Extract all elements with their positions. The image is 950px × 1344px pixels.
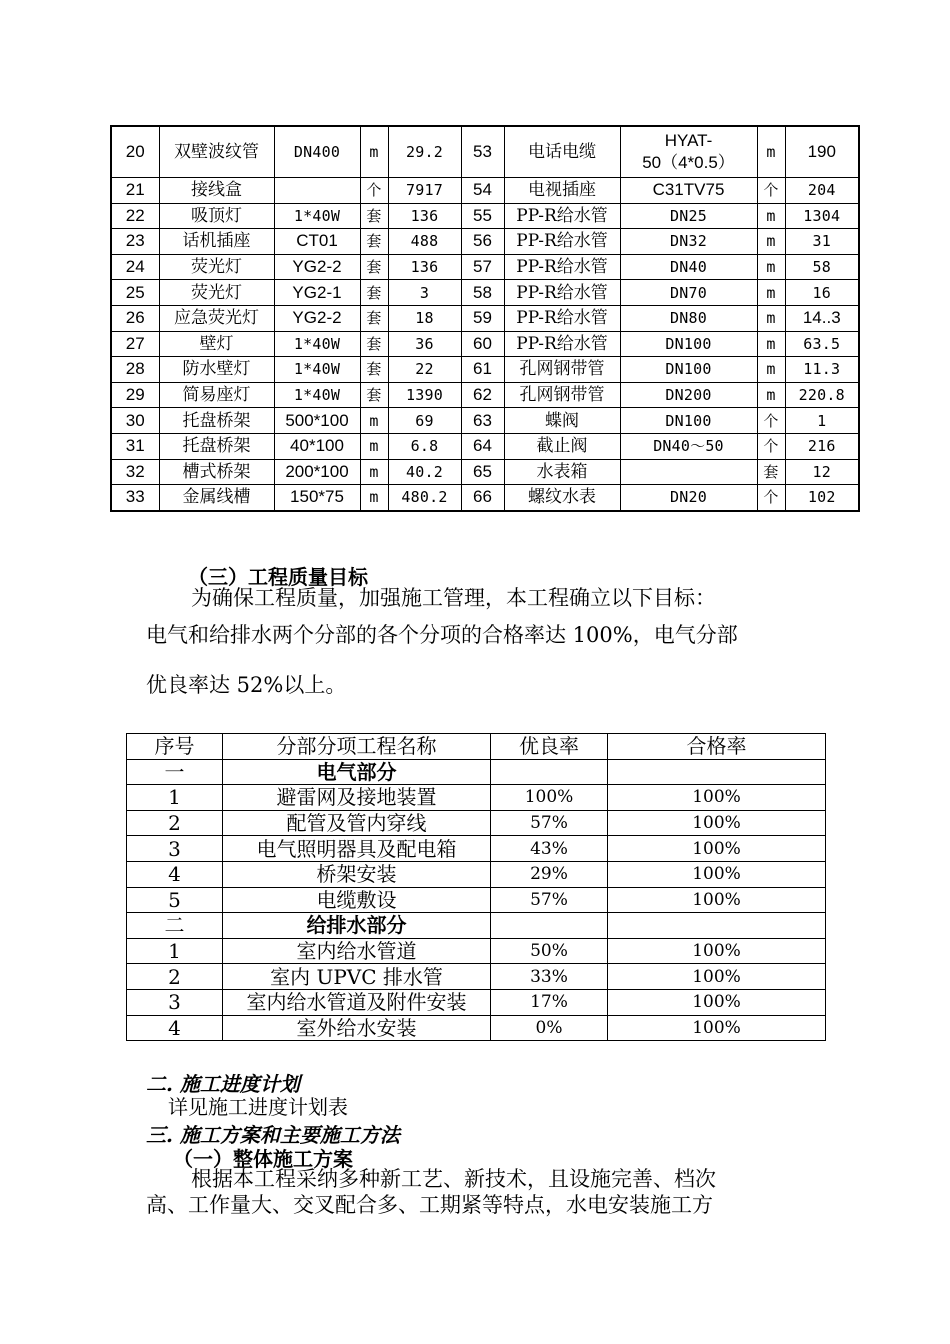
item-quantity: 14..3 (785, 305, 859, 331)
item-quantity: 6.8 (388, 433, 461, 459)
row-name: 避雷网及接地装置 (223, 785, 491, 811)
table-row (111, 459, 859, 485)
item-quantity: 488 (388, 229, 461, 255)
empty-cell (491, 913, 608, 939)
item-name: 荧光灯 (159, 280, 274, 306)
row-seq: 2 (127, 810, 223, 836)
item-quantity: 63.5 (785, 331, 859, 357)
item-spec: DN32 (620, 229, 757, 255)
item-name: 托盘桥架 (159, 433, 274, 459)
item-unit: 套 (360, 357, 388, 383)
quality-target-table (126, 733, 826, 1041)
item-quantity: 220.8 (785, 382, 859, 408)
quality-goal-heading: （三）工程质量目标 (188, 565, 368, 589)
table-row (111, 382, 859, 408)
item-unit: 套 (360, 280, 388, 306)
item-name: PP-R给水管 (504, 254, 620, 280)
row-pass-rate: 100% (608, 887, 826, 913)
row-name: 电气照明器具及配电箱 (223, 836, 491, 862)
item-unit: 套 (360, 203, 388, 229)
item-name: 防水壁灯 (159, 357, 274, 383)
item-name: 话机插座 (159, 229, 274, 255)
row-number: 20 (111, 126, 159, 178)
empty-cell (491, 759, 608, 785)
row-number: 64 (461, 433, 504, 459)
item-name: 双壁波纹管 (159, 126, 274, 178)
row-seq: 4 (127, 1015, 223, 1041)
item-name: 金属线槽 (159, 485, 274, 511)
table-row (127, 887, 826, 913)
group-row-electrical (127, 759, 826, 785)
item-spec (620, 126, 757, 178)
row-number: 24 (111, 254, 159, 280)
column-header-pass-rate: 合格率 (608, 734, 826, 760)
item-unit: m (757, 254, 785, 280)
materials-table (110, 125, 860, 512)
item-unit: m (757, 229, 785, 255)
row-excellent-rate: 0% (491, 1015, 608, 1041)
row-number: 22 (111, 203, 159, 229)
schedule-text: 详见施工进度计划表 (168, 1095, 348, 1119)
item-name: 蝶阀 (504, 408, 620, 434)
row-number: 63 (461, 408, 504, 434)
row-excellent-rate: 17% (491, 989, 608, 1015)
item-quantity: 136 (388, 203, 461, 229)
item-name: PP-R给水管 (504, 203, 620, 229)
row-pass-rate: 100% (608, 836, 826, 862)
item-spec-line1: HYAT- (664, 131, 713, 150)
item-quantity: 136 (388, 254, 461, 280)
row-pass-rate: 100% (608, 861, 826, 887)
item-unit: 个 (757, 408, 785, 434)
row-seq: 5 (127, 887, 223, 913)
item-quantity: 216 (785, 433, 859, 459)
table-row (127, 836, 826, 862)
table-row (111, 433, 859, 459)
row-name: 室内给水管道及附件安装 (223, 989, 491, 1015)
item-quantity: 29.2 (388, 126, 461, 178)
item-quantity: 1390 (388, 382, 461, 408)
row-name: 配管及管内穿线 (223, 810, 491, 836)
item-unit: 个 (757, 485, 785, 511)
table-row (111, 331, 859, 357)
group-row-water (127, 913, 826, 939)
item-name: 孔网钢带管 (504, 382, 620, 408)
item-name: 电视插座 (504, 178, 620, 204)
row-seq: 4 (127, 861, 223, 887)
row-number: 66 (461, 485, 504, 511)
table-row (111, 305, 859, 331)
item-spec (620, 459, 757, 485)
item-unit: 套 (360, 229, 388, 255)
table-row (111, 254, 859, 280)
item-quantity: 18 (388, 305, 461, 331)
item-spec: DN70 (620, 280, 757, 306)
row-number: 33 (111, 485, 159, 511)
row-name: 室外给水安装 (223, 1015, 491, 1041)
group-name: 电气部分 (223, 759, 491, 785)
schedule-heading: 二. 施工进度计划 (146, 1072, 300, 1096)
item-unit: 套 (360, 382, 388, 408)
item-spec: DN100 (620, 357, 757, 383)
row-number: 30 (111, 408, 159, 434)
table-row (111, 126, 859, 178)
row-number: 54 (461, 178, 504, 204)
row-name: 室内 UPVC 排水管 (223, 964, 491, 990)
item-unit: m (757, 126, 785, 178)
item-spec: CT01 (274, 229, 360, 255)
item-unit: m (757, 305, 785, 331)
item-quantity: 102 (785, 485, 859, 511)
row-name: 桥架安装 (223, 861, 491, 887)
row-number: 58 (461, 280, 504, 306)
row-number: 62 (461, 382, 504, 408)
table-row (111, 485, 859, 511)
item-spec: YG2-1 (274, 280, 360, 306)
item-name: PP-R给水管 (504, 229, 620, 255)
item-quantity: 16 (785, 280, 859, 306)
row-excellent-rate: 29% (491, 861, 608, 887)
item-unit: m (757, 280, 785, 306)
item-name: 水表箱 (504, 459, 620, 485)
row-number: 28 (111, 357, 159, 383)
item-spec: 1*40W (274, 331, 360, 357)
item-name: 壁灯 (159, 331, 274, 357)
row-pass-rate: 100% (608, 938, 826, 964)
column-header-name: 分部分项工程名称 (223, 734, 491, 760)
item-quantity: 3 (388, 280, 461, 306)
item-spec: C31TV75 (620, 178, 757, 204)
row-pass-rate: 100% (608, 785, 826, 811)
row-number: 25 (111, 280, 159, 306)
item-quantity: 40.2 (388, 459, 461, 485)
item-quantity: 1 (785, 408, 859, 434)
row-number: 29 (111, 382, 159, 408)
row-number: 26 (111, 305, 159, 331)
row-number: 53 (461, 126, 504, 178)
item-spec: 1*40W (274, 382, 360, 408)
row-excellent-rate: 33% (491, 964, 608, 990)
row-number: 32 (111, 459, 159, 485)
method-paragraph-line2: 高、工作量大、交叉配合多、工期紧等特点，水电安装施工方 (146, 1193, 713, 1217)
item-unit: m (757, 203, 785, 229)
item-unit: m (757, 382, 785, 408)
item-name: PP-R给水管 (504, 305, 620, 331)
table-row (127, 1015, 826, 1041)
item-name: 吸顶灯 (159, 203, 274, 229)
quality-goal-paragraph-line2: 电气和给排水两个分部的各个分项的合格率达 100%，电气分部 (146, 623, 738, 647)
row-name: 电缆敷设 (223, 887, 491, 913)
table-row (111, 229, 859, 255)
item-unit: 套 (360, 331, 388, 357)
row-number: 31 (111, 433, 159, 459)
item-name: 托盘桥架 (159, 408, 274, 434)
group-seq: 二 (127, 913, 223, 939)
item-spec: DN40 (620, 254, 757, 280)
row-number: 60 (461, 331, 504, 357)
item-quantity: 12 (785, 459, 859, 485)
item-unit: 套 (757, 459, 785, 485)
row-pass-rate: 100% (608, 989, 826, 1015)
item-name: 应急荧光灯 (159, 305, 274, 331)
item-spec: DN100 (620, 408, 757, 434)
row-seq: 3 (127, 989, 223, 1015)
row-excellent-rate: 57% (491, 887, 608, 913)
item-quantity: 11.3 (785, 357, 859, 383)
quality-goal-paragraph-line1: 为确保工程质量，加强施工管理，本工程确立以下目标： (191, 586, 716, 610)
item-name: PP-R给水管 (504, 280, 620, 306)
item-unit: m (360, 459, 388, 485)
quality-goal-paragraph-line3: 优良率达 52%以上。 (146, 673, 347, 697)
table-row (111, 280, 859, 306)
group-name: 给排水部分 (223, 913, 491, 939)
item-spec (274, 178, 360, 204)
item-unit: 个 (757, 433, 785, 459)
row-excellent-rate: 57% (491, 810, 608, 836)
method-paragraph-line1: 根据本工程采纳多种新工艺、新技术，且设施完善、档次 (191, 1167, 716, 1191)
item-spec: 40*100 (274, 433, 360, 459)
table-row (127, 938, 826, 964)
row-number: 59 (461, 305, 504, 331)
item-unit: m (360, 485, 388, 511)
item-quantity: 36 (388, 331, 461, 357)
table-row (127, 810, 826, 836)
item-spec-line2: 50（4*0.5） (642, 153, 735, 172)
item-unit: m (360, 126, 388, 178)
item-name: 孔网钢带管 (504, 357, 620, 383)
table-row (127, 989, 826, 1015)
item-unit: 个 (360, 178, 388, 204)
table-row (127, 785, 826, 811)
row-seq: 1 (127, 938, 223, 964)
item-quantity: 31 (785, 229, 859, 255)
item-name: 电话电缆 (504, 126, 620, 178)
table-row (111, 178, 859, 204)
item-spec: 1*40W (274, 357, 360, 383)
row-excellent-rate: 50% (491, 938, 608, 964)
item-quantity: 7917 (388, 178, 461, 204)
item-quantity: 58 (785, 254, 859, 280)
item-spec: 1*40W (274, 203, 360, 229)
item-quantity: 480.2 (388, 485, 461, 511)
row-number: 55 (461, 203, 504, 229)
item-quantity: 1304 (785, 203, 859, 229)
row-number: 61 (461, 357, 504, 383)
table-row (111, 357, 859, 383)
row-number: 21 (111, 178, 159, 204)
row-name: 室内给水管道 (223, 938, 491, 964)
group-seq: 一 (127, 759, 223, 785)
method-heading: 三. 施工方案和主要施工方法 (146, 1123, 400, 1147)
row-number: 27 (111, 331, 159, 357)
row-number: 56 (461, 229, 504, 255)
item-unit: 套 (360, 254, 388, 280)
item-unit: m (360, 408, 388, 434)
row-number: 57 (461, 254, 504, 280)
item-spec: DN400 (274, 126, 360, 178)
row-excellent-rate: 100% (491, 785, 608, 811)
item-spec: DN25 (620, 203, 757, 229)
row-pass-rate: 100% (608, 810, 826, 836)
item-spec: DN40～50 (620, 433, 757, 459)
empty-cell (608, 759, 826, 785)
row-excellent-rate: 43% (491, 836, 608, 862)
table-row (111, 408, 859, 434)
row-pass-rate: 100% (608, 964, 826, 990)
row-number: 65 (461, 459, 504, 485)
item-quantity: 69 (388, 408, 461, 434)
item-name: 截止阀 (504, 433, 620, 459)
item-unit: 套 (360, 305, 388, 331)
row-number: 23 (111, 229, 159, 255)
item-spec: 200*100 (274, 459, 360, 485)
column-header-seq: 序号 (127, 734, 223, 760)
table-header-row (127, 734, 826, 760)
column-header-excellent-rate: 优良率 (491, 734, 608, 760)
item-quantity: 22 (388, 357, 461, 383)
item-spec: DN100 (620, 331, 757, 357)
method-subheading: （一）整体施工方案 (173, 1147, 353, 1171)
item-quantity: 190 (785, 126, 859, 178)
item-spec: DN200 (620, 382, 757, 408)
item-name: PP-R给水管 (504, 331, 620, 357)
table-row (127, 964, 826, 990)
item-quantity: 204 (785, 178, 859, 204)
row-seq: 2 (127, 964, 223, 990)
item-spec: 500*100 (274, 408, 360, 434)
row-seq: 1 (127, 785, 223, 811)
empty-cell (608, 913, 826, 939)
item-spec: DN20 (620, 485, 757, 511)
item-name: 简易座灯 (159, 382, 274, 408)
item-spec: DN80 (620, 305, 757, 331)
table-row (111, 203, 859, 229)
row-seq: 3 (127, 836, 223, 862)
item-spec: 150*75 (274, 485, 360, 511)
item-name: 荧光灯 (159, 254, 274, 280)
row-pass-rate: 100% (608, 1015, 826, 1041)
item-spec: YG2-2 (274, 254, 360, 280)
materials-table-body (111, 126, 859, 511)
table-row (127, 861, 826, 887)
item-name: 螺纹水表 (504, 485, 620, 511)
item-unit: m (360, 433, 388, 459)
item-name: 槽式桥架 (159, 459, 274, 485)
item-unit: m (757, 357, 785, 383)
item-unit: m (757, 331, 785, 357)
item-name: 接线盒 (159, 178, 274, 204)
item-spec: YG2-2 (274, 305, 360, 331)
quality-table-body (127, 734, 826, 1041)
item-unit: 个 (757, 178, 785, 204)
